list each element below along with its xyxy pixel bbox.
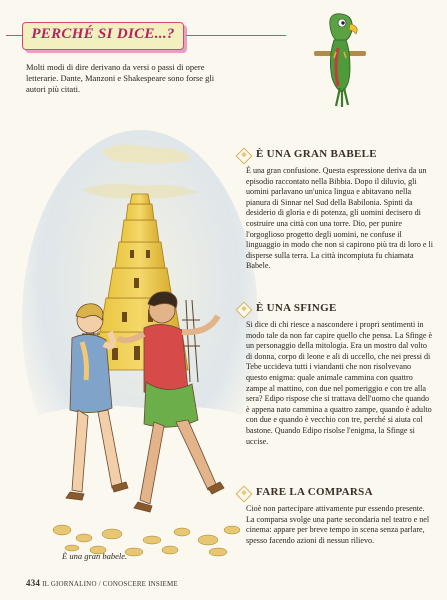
page-footer bbox=[26, 578, 178, 588]
section-title: È UNA SFINGE bbox=[256, 302, 337, 314]
header-banner bbox=[22, 22, 184, 50]
parrot-illustration bbox=[312, 8, 368, 108]
babel-illustration bbox=[22, 120, 258, 574]
page-number: 434 bbox=[26, 578, 41, 588]
illustration-caption: È una gran babele. bbox=[62, 551, 128, 561]
section-body: È una gran confusione. Questa espressione deriva da un episodio raccontato nella Bibbia. Dopo il diluvio, gli uomini parlavano un'unica lingua e abitavano nella pianura di Sinnar nel Sud della Babilonia. Spinti da desiderio di gloria e di potenza, gli uomini decisero di costruire una città con una torre. Dio, per punire l'orgoglioso progetto degli uomini, ne confuse il linguaggio in modo che non si capirono più tra di loro e li disperse sulla terra. La città incompiuta fu chiamata Babele. bbox=[246, 166, 434, 271]
section-body: Cioè non partecipare attivamente pur essendo presente. La comparsa svolge una parte secondaria nel teatro e nel cinema: appare per breve tempo in scena senza parlare, spesso facendo azioni di nessun rilievo. bbox=[246, 504, 430, 545]
header-rule-right bbox=[186, 35, 286, 36]
header-rule-left bbox=[6, 35, 22, 36]
diamond-bullet-icon bbox=[236, 486, 253, 503]
section-comparsa bbox=[238, 486, 434, 546]
diamond-bullet-icon bbox=[236, 148, 253, 165]
section-sfinge bbox=[238, 302, 434, 447]
section-title: FARE LA COMPARSA bbox=[256, 486, 373, 498]
running-title: IL GIORNALINO / CONOSCERE INSIEME bbox=[42, 580, 178, 588]
diamond-bullet-icon bbox=[236, 302, 253, 319]
section-title: È UNA GRAN BABELE bbox=[256, 148, 377, 160]
page-title: PERCHÉ SI DICE...? bbox=[31, 26, 175, 42]
section-body: Si dice di chi riesce a nascondere i propri sentimenti in modo tale da non far capire quello che pensa. La Sfinge è un personaggio della mitologia. Era un mostro dal volto di donna, corpo di leone e ali di uccello, che nei pressi di Tebe uccideva tutti i viandanti che non risolvevano questo enigma: quale animale cammina con quattro zampe al mattino, con due nel pomeriggio e con tre alla sera? Edipo rispose che si trattava dell'uomo che quando è appena nato cammina a quattro zampe, quando è adulto con due e quando è vecchio con tre, perché si aiuta col bastone. Quando Edipo risolse l'enigma, la Sfinge si uccise. bbox=[246, 320, 433, 446]
intro-text: Molti modi di dire derivano da versi o passi di opere letterarie. Dante, Manzoni e Shakespeare sono forse gli autori più citati. bbox=[26, 62, 215, 94]
section-gran-babele bbox=[238, 148, 434, 272]
